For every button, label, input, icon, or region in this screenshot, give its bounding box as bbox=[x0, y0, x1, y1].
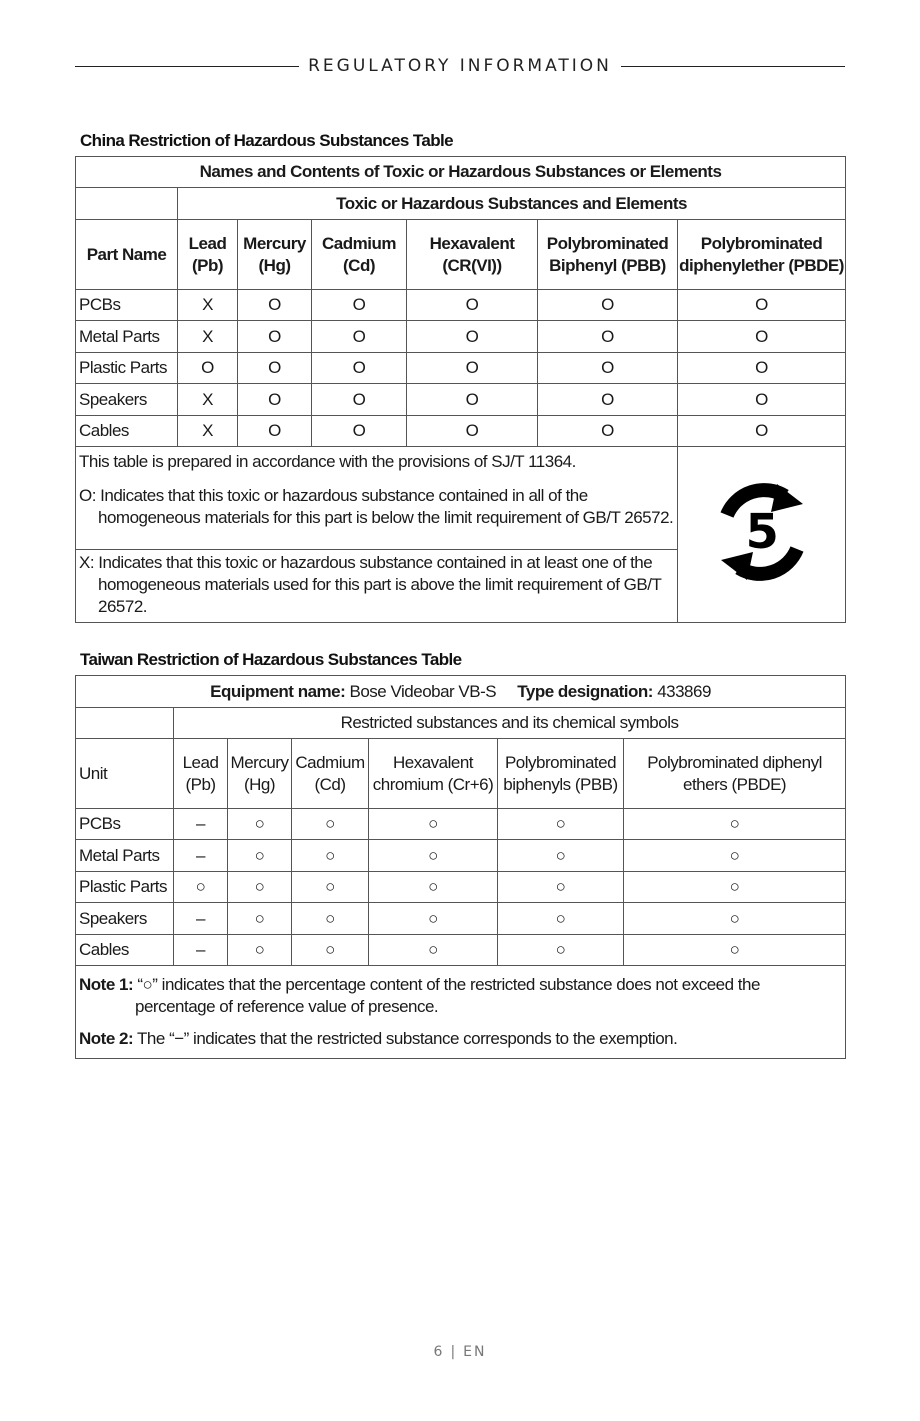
table-cell: O bbox=[407, 416, 538, 447]
table-cell: ○ bbox=[498, 809, 624, 840]
table-cell: ○ bbox=[228, 935, 292, 966]
china-notes-row bbox=[76, 447, 846, 550]
table-cell: ○ bbox=[292, 935, 369, 966]
table-cell: PCBs bbox=[76, 290, 178, 321]
taiwan-note-2 bbox=[79, 1028, 842, 1050]
table-cell: – bbox=[174, 840, 228, 872]
taiwan-equipment-cell bbox=[76, 676, 846, 708]
taiwan-subtitle-row bbox=[76, 708, 846, 739]
table-cell: O bbox=[238, 384, 312, 416]
china-table-title: Names and Contents of Toxic or Hazardous Substances or Elements bbox=[76, 157, 846, 188]
table-cell: ○ bbox=[624, 840, 846, 872]
china-col-header: Part Name bbox=[76, 220, 178, 290]
table-cell: O bbox=[312, 290, 407, 321]
table-cell: ○ bbox=[498, 872, 624, 903]
taiwan-col-header: Unit bbox=[76, 739, 174, 809]
table-cell: ○ bbox=[174, 872, 228, 903]
table-cell: O bbox=[678, 353, 846, 384]
type-label: Type designation: bbox=[517, 681, 653, 701]
table-cell: ○ bbox=[369, 935, 498, 966]
table-cell: X bbox=[178, 384, 238, 416]
type-value: 433869 bbox=[657, 681, 711, 701]
table-cell: O bbox=[238, 416, 312, 447]
table-cell: ○ bbox=[624, 872, 846, 903]
taiwan-table-subtitle: Restricted substances and its chemical symbols bbox=[174, 708, 846, 739]
table-row bbox=[76, 321, 846, 353]
table-cell: O bbox=[538, 416, 678, 447]
table-cell: ○ bbox=[369, 840, 498, 872]
table-cell: O bbox=[538, 290, 678, 321]
table-cell: ○ bbox=[292, 872, 369, 903]
footer-divider: | bbox=[450, 1344, 458, 1360]
table-cell: O bbox=[178, 353, 238, 384]
table-row bbox=[76, 416, 846, 447]
table-cell: O bbox=[312, 321, 407, 353]
note2-text: The “−” indicates that the restricted substance corresponds to the exemption. bbox=[137, 1029, 678, 1048]
table-cell: – bbox=[174, 809, 228, 840]
header-rule-right bbox=[621, 66, 845, 67]
china-notes-cell-x bbox=[76, 550, 678, 623]
page-number: 6 bbox=[433, 1344, 445, 1360]
equipment-label: Equipment name: bbox=[210, 681, 346, 701]
china-col-header: Hexavalent (CR(VI)) bbox=[407, 220, 538, 290]
table-row bbox=[76, 353, 846, 384]
table-row bbox=[76, 290, 846, 321]
china-notes-cell bbox=[76, 447, 678, 550]
table-cell: O bbox=[678, 416, 846, 447]
taiwan-rohs-table bbox=[75, 675, 846, 1059]
table-cell: ○ bbox=[228, 840, 292, 872]
taiwan-col-header: Mercury (Hg) bbox=[228, 739, 292, 809]
table-cell: O bbox=[312, 416, 407, 447]
table-cell: ○ bbox=[292, 903, 369, 935]
table-cell: – bbox=[174, 935, 228, 966]
table-cell: O bbox=[407, 290, 538, 321]
china-subtitle-spacer bbox=[76, 188, 178, 220]
taiwan-col-header: Lead (Pb) bbox=[174, 739, 228, 809]
table-cell: O bbox=[678, 290, 846, 321]
taiwan-notes-cell bbox=[76, 966, 846, 1059]
table-cell: X bbox=[178, 321, 238, 353]
note1-text: “○” indicates that the percentage content of the restricted substance does not exceed the percentage of reference value of presence. bbox=[135, 975, 760, 1016]
taiwan-col-header: Polybrominated biphenyls (PBB) bbox=[498, 739, 624, 809]
table-cell: Plastic Parts bbox=[76, 353, 178, 384]
table-cell: ○ bbox=[624, 809, 846, 840]
table-cell: O bbox=[678, 384, 846, 416]
table-cell: ○ bbox=[292, 809, 369, 840]
table-cell: ○ bbox=[369, 809, 498, 840]
table-cell: O bbox=[238, 321, 312, 353]
table-cell: Speakers bbox=[76, 903, 174, 935]
china-note-o: O: Indicates that this toxic or hazardous substance contained in all of the homogeneous materials for this part is below the limit requirement of GB/T 26572. bbox=[79, 486, 674, 527]
table-cell: O bbox=[407, 384, 538, 416]
table-cell: O bbox=[678, 321, 846, 353]
table-row bbox=[76, 935, 846, 966]
china-col-header: Mercury (Hg) bbox=[238, 220, 312, 290]
table-cell: Metal Parts bbox=[76, 321, 178, 353]
table-cell: ○ bbox=[228, 872, 292, 903]
table-cell: O bbox=[312, 353, 407, 384]
china-table-caption: China Restriction of Hazardous Substances Table bbox=[80, 131, 453, 150]
table-cell: ○ bbox=[624, 935, 846, 966]
table-cell: O bbox=[238, 353, 312, 384]
table-cell: Cables bbox=[76, 935, 174, 966]
page-header-title: REGULATORY INFORMATION bbox=[308, 56, 612, 76]
table-cell: O bbox=[407, 353, 538, 384]
china-rohs-table bbox=[75, 156, 846, 623]
table-cell: ○ bbox=[369, 872, 498, 903]
table-cell: ○ bbox=[369, 903, 498, 935]
table-cell: Metal Parts bbox=[76, 840, 174, 872]
china-col-header: Polybrominated Biphenyl (PBB) bbox=[538, 220, 678, 290]
china-col-header: Polybrominated diphenylether (PBDE) bbox=[678, 220, 846, 290]
table-cell: ○ bbox=[228, 809, 292, 840]
table-cell: X bbox=[178, 416, 238, 447]
table-row bbox=[76, 872, 846, 903]
table-cell: Cables bbox=[76, 416, 178, 447]
table-cell: O bbox=[538, 353, 678, 384]
taiwan-subtitle-spacer bbox=[76, 708, 174, 739]
table-cell: ○ bbox=[498, 935, 624, 966]
page-footer bbox=[0, 1344, 920, 1360]
table-cell: O bbox=[407, 321, 538, 353]
taiwan-equipment-row bbox=[76, 676, 846, 708]
china-note-x: X: Indicates that this toxic or hazardous substance contained in at least one of the homogeneous materials used for this part is above the limit requirement of GB/T 26572. bbox=[79, 553, 662, 616]
china-col-header: Cadmium (Cd) bbox=[312, 220, 407, 290]
equipment-value: Bose Videobar VB-S bbox=[349, 681, 497, 701]
table-cell: PCBs bbox=[76, 809, 174, 840]
language-code: EN bbox=[463, 1344, 487, 1360]
china-title-row bbox=[76, 157, 846, 188]
efup-5-year-recycle-icon bbox=[707, 477, 817, 587]
china-table-subtitle: Toxic or Hazardous Substances and Elements bbox=[178, 188, 846, 220]
china-logo-cell bbox=[678, 447, 846, 623]
note2-label: Note 2: bbox=[79, 1029, 134, 1048]
china-header-row bbox=[76, 220, 846, 290]
taiwan-col-header: Hexavalent chromium (Cr+6) bbox=[369, 739, 498, 809]
taiwan-col-header: Polybrominated diphenyl ethers (PBDE) bbox=[624, 739, 846, 809]
table-row bbox=[76, 903, 846, 935]
table-cell: O bbox=[538, 321, 678, 353]
taiwan-col-header: Cadmium (Cd) bbox=[292, 739, 369, 809]
taiwan-notes-row bbox=[76, 966, 846, 1059]
table-cell: O bbox=[312, 384, 407, 416]
logo-number: 5 bbox=[745, 503, 778, 560]
table-cell: X bbox=[178, 290, 238, 321]
table-cell: – bbox=[174, 903, 228, 935]
china-subtitle-row bbox=[76, 188, 846, 220]
table-row bbox=[76, 384, 846, 416]
table-cell: ○ bbox=[498, 840, 624, 872]
table-row bbox=[76, 840, 846, 872]
table-cell: O bbox=[538, 384, 678, 416]
table-row bbox=[76, 809, 846, 840]
table-cell: O bbox=[238, 290, 312, 321]
china-col-header: Lead (Pb) bbox=[178, 220, 238, 290]
taiwan-header-row bbox=[76, 739, 846, 809]
table-cell: ○ bbox=[292, 840, 369, 872]
table-cell: ○ bbox=[228, 903, 292, 935]
taiwan-note-1 bbox=[79, 974, 842, 1018]
note1-label: Note 1: bbox=[79, 975, 134, 994]
table-cell: Speakers bbox=[76, 384, 178, 416]
china-note-standard: This table is prepared in accordance with the provisions of SJ/T 11364. bbox=[79, 452, 576, 471]
header-rule-left bbox=[75, 66, 299, 67]
table-cell: Plastic Parts bbox=[76, 872, 174, 903]
taiwan-table-caption: Taiwan Restriction of Hazardous Substances Table bbox=[80, 650, 462, 669]
table-cell: ○ bbox=[498, 903, 624, 935]
table-cell: ○ bbox=[624, 903, 846, 935]
page-header bbox=[75, 54, 845, 78]
